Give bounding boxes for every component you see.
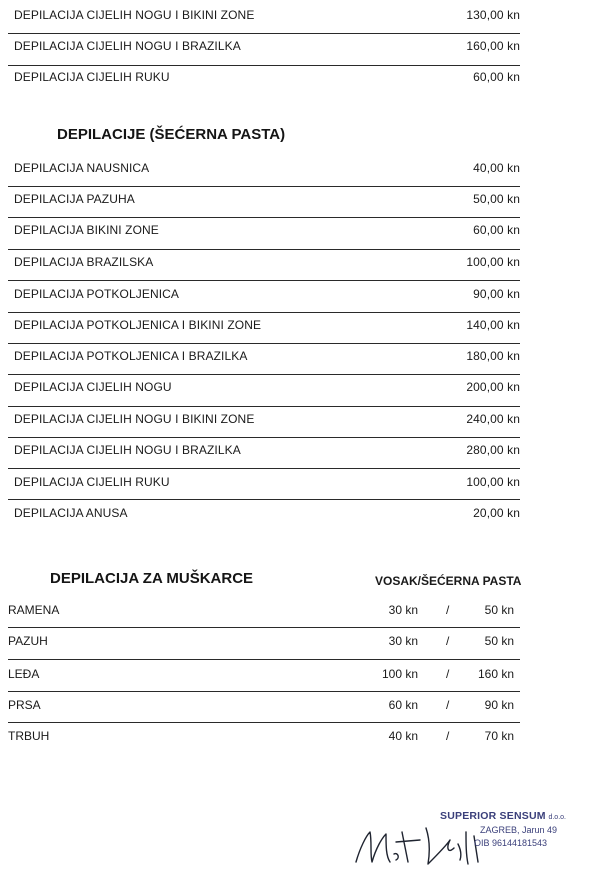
item-price: 60,00 kn bbox=[473, 70, 520, 84]
wax-price: 30 kn bbox=[388, 634, 418, 648]
item-price: 90,00 kn bbox=[473, 287, 520, 301]
item-price: 200,00 kn bbox=[466, 380, 520, 394]
item-price: 100,00 kn bbox=[466, 255, 520, 269]
stamp-oib: OIB 96144181543 bbox=[474, 838, 548, 848]
item-price: 140,00 kn bbox=[466, 318, 520, 332]
price-separator: / bbox=[446, 729, 450, 743]
divider bbox=[8, 374, 520, 375]
company-stamp bbox=[440, 810, 600, 850]
divider bbox=[8, 691, 520, 692]
stamp-address: ZAGREB, Jarun 49 bbox=[480, 825, 558, 835]
sugar-price: 50 kn bbox=[484, 603, 514, 617]
price-separator: / bbox=[446, 698, 450, 712]
sugar-price: 50 kn bbox=[484, 634, 514, 648]
item-name: DEPILACIJA CIJELIH NOGU I BIKINI ZONE bbox=[14, 8, 255, 22]
item-price: 130,00 kn bbox=[466, 8, 520, 22]
item-name: DEPILACIJA CIJELIH RUKU bbox=[14, 475, 170, 489]
divider bbox=[8, 217, 520, 218]
divider bbox=[8, 627, 520, 628]
wax-price: 30 kn bbox=[388, 603, 418, 617]
price-separator: / bbox=[446, 667, 450, 681]
sugar-price: 90 kn bbox=[484, 698, 514, 712]
item-name: DEPILACIJA ANUSA bbox=[14, 506, 128, 520]
wax-price: 60 kn bbox=[388, 698, 418, 712]
item-price: 40,00 kn bbox=[473, 161, 520, 175]
item-name: DEPILACIJA CIJELIH NOGU I BRAZILKA bbox=[14, 39, 241, 53]
divider bbox=[8, 468, 520, 469]
divider bbox=[8, 186, 520, 187]
wax-price: 100 kn bbox=[381, 667, 418, 681]
column-header-wax-sugar: VOSAK/ŠEĆERNA PASTA bbox=[375, 574, 522, 588]
divider bbox=[8, 280, 520, 281]
item-name: PAZUH bbox=[8, 634, 48, 648]
divider bbox=[8, 33, 520, 34]
item-name: PRSA bbox=[8, 698, 41, 712]
item-price: 60,00 kn bbox=[473, 223, 520, 237]
divider bbox=[8, 722, 520, 723]
divider bbox=[8, 343, 520, 344]
item-price: 240,00 kn bbox=[466, 412, 520, 426]
sugar-price: 160 kn bbox=[477, 667, 514, 681]
item-name: DEPILACIJA NAUSNICA bbox=[14, 161, 150, 175]
item-name: DEPILACIJA POTKOLJENICA bbox=[14, 287, 180, 301]
item-price: 20,00 kn bbox=[473, 506, 520, 520]
item-name: RAMENA bbox=[8, 603, 60, 617]
item-name: DEPILACIJA POTKOLJENICA I BRAZILKA bbox=[14, 349, 248, 363]
item-name: TRBUH bbox=[8, 729, 50, 743]
item-price: 160,00 kn bbox=[466, 39, 520, 53]
item-price: 50,00 kn bbox=[473, 192, 520, 206]
item-name: DEPILACIJA CIJELIH NOGU I BRAZILKA bbox=[14, 443, 241, 457]
item-name: DEPILACIJA CIJELIH NOGU I BIKINI ZONE bbox=[14, 412, 255, 426]
divider bbox=[8, 659, 520, 660]
divider bbox=[8, 499, 520, 500]
divider bbox=[8, 312, 520, 313]
section-title-sugar: DEPILACIJE (ŠEĆERNA PASTA) bbox=[57, 126, 286, 143]
divider bbox=[8, 437, 520, 438]
item-name: DEPILACIJA BIKINI ZONE bbox=[14, 223, 159, 237]
divider bbox=[8, 249, 520, 250]
item-name: LEĐA bbox=[8, 667, 40, 681]
divider bbox=[8, 65, 520, 66]
item-name: DEPILACIJA BRAZILSKA bbox=[14, 255, 154, 269]
item-price: 180,00 kn bbox=[466, 349, 520, 363]
price-separator: / bbox=[446, 603, 450, 617]
item-price: 100,00 kn bbox=[466, 475, 520, 489]
section-title-men: DEPILACIJA ZA MUŠKARCE bbox=[50, 570, 254, 587]
item-name: DEPILACIJA POTKOLJENICA I BIKINI ZONE bbox=[14, 318, 262, 332]
stamp-company: SUPERIOR SENSUM bbox=[440, 810, 546, 822]
sugar-price: 70 kn bbox=[484, 729, 514, 743]
item-name: DEPILACIJA PAZUHA bbox=[14, 192, 135, 206]
price-separator: / bbox=[446, 634, 450, 648]
item-name: DEPILACIJA CIJELIH RUKU bbox=[14, 70, 170, 84]
item-price: 280,00 kn bbox=[466, 443, 520, 457]
stamp-company-suffix: d.o.o. bbox=[548, 814, 566, 821]
divider bbox=[8, 406, 520, 407]
wax-price: 40 kn bbox=[388, 729, 418, 743]
item-name: DEPILACIJA CIJELIH NOGU bbox=[14, 380, 172, 394]
